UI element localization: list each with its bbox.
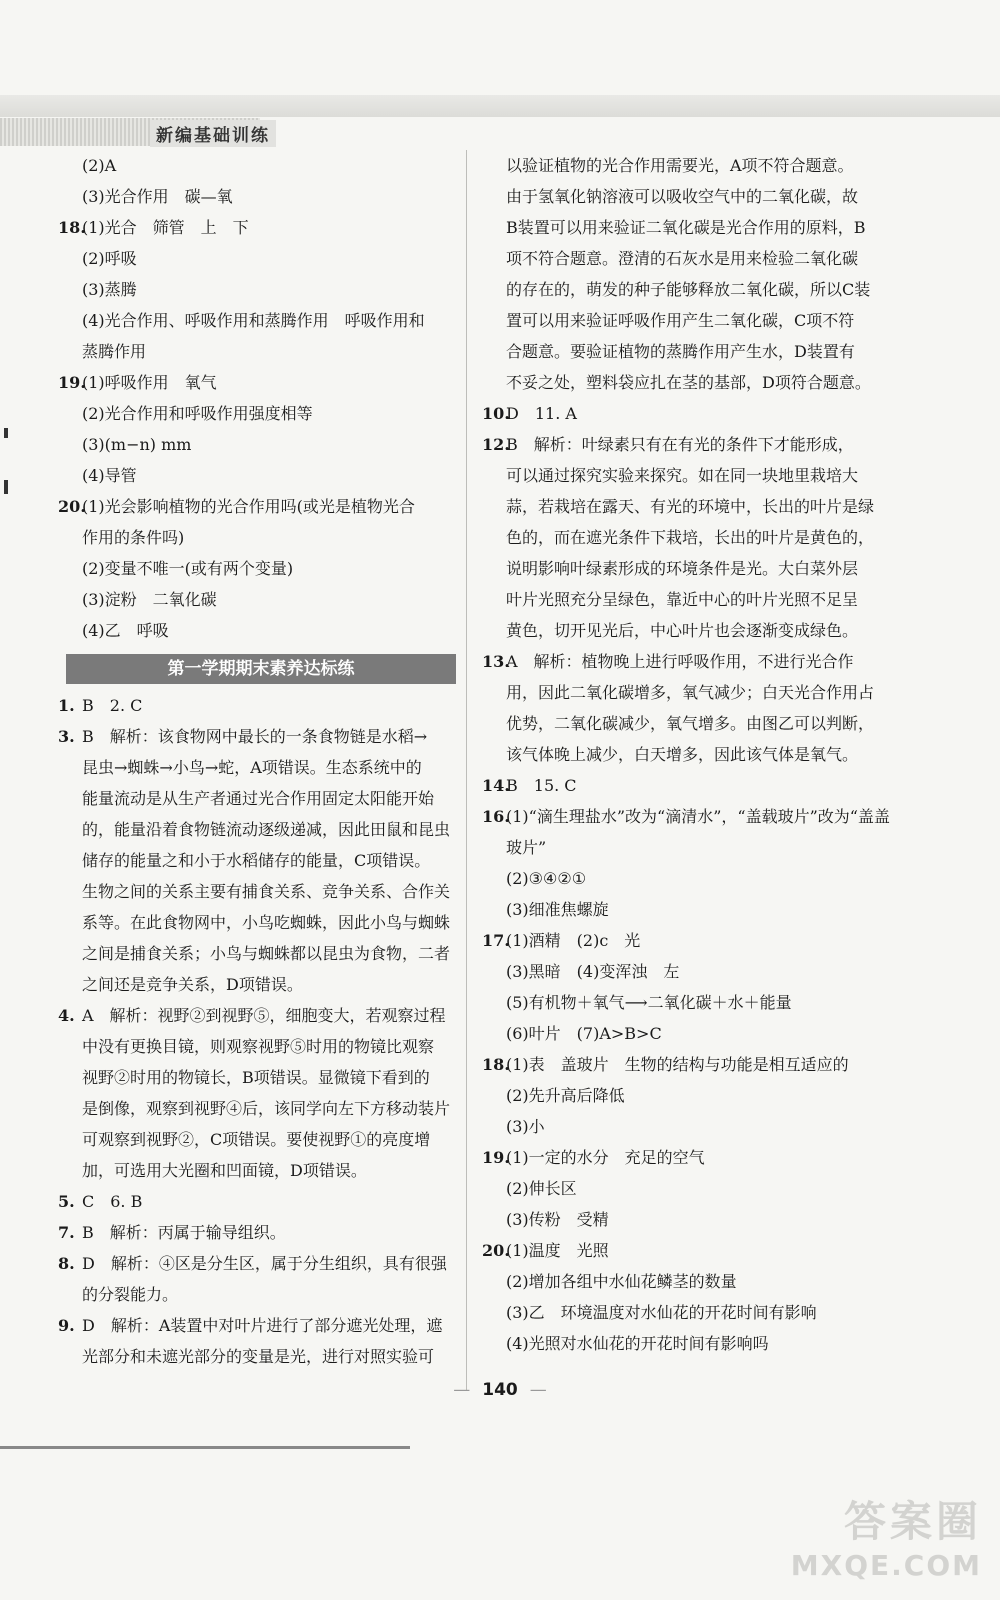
answer-item <box>482 1235 952 1359</box>
answer-line: (1)温度 光照 <box>506 1241 609 1260</box>
left-answers-part2 <box>58 690 458 1372</box>
answer-line: (3)黑暗 (4)变浑浊 左 <box>506 962 680 981</box>
answer-line: (3)细准焦螺旋 <box>506 900 609 919</box>
answer-line: (3)淀粉 二氧化碳 <box>82 590 217 609</box>
answer-line: (3)乙 环境温度对水仙花的开花时间有影响 <box>506 1303 817 1322</box>
question-number: 1. <box>58 696 75 715</box>
answer-line: 是倒像，观察到视野④后，该同学向左下方移动装片 <box>82 1099 451 1118</box>
answer-line: 置可以用来验证呼吸作用产生二氧化碳，C项不符 <box>506 311 855 330</box>
answer-line: (1)光会影响植物的光合作用吗(或光是植物光合 <box>82 497 415 516</box>
answer-line: (2)③④②① <box>506 869 587 888</box>
question-number: 4. <box>58 1006 75 1025</box>
answer-line: (2)光合作用和呼吸作用强度相等 <box>82 404 313 423</box>
question-number: 19. <box>482 1148 510 1167</box>
top-band <box>0 95 1000 117</box>
answer-line: (2)A <box>82 156 117 175</box>
answer-line: 项不符合题意。澄清的石灰水是用来检验二氧化碳 <box>506 249 859 268</box>
answer-line: C 6. B <box>82 1192 143 1211</box>
answer-line: 蒜，若栽培在露天、有光的环境中，长出的叶片是绿 <box>506 497 875 516</box>
answer-item <box>58 212 458 367</box>
question-number: 5. <box>58 1192 75 1211</box>
answer-line: (3)蒸腾 <box>82 280 137 299</box>
right-column <box>482 150 952 1359</box>
watermark-en: MXQE.COM <box>790 1549 982 1582</box>
answer-line: (3)传粉 受精 <box>506 1210 609 1229</box>
answer-line: B 解析：叶绿素只有在有光的条件下才能形成， <box>506 435 854 454</box>
answer-line: 昆虫→蜘蛛→小鸟→蛇，A项错误。生态系统中的 <box>82 758 422 777</box>
answer-line: 系等。在此食物网中，小鸟吃蜘蛛，因此小鸟与蜘蛛 <box>82 913 451 932</box>
answer-line: 中没有更换目镜，则观察视野⑤时用的物镜比观察 <box>82 1037 435 1056</box>
answer-line: 能量流动是从生产者通过光合作用固定太阳能开始 <box>82 789 435 808</box>
answer-line: 蒸腾作用 <box>82 342 147 361</box>
answer-line: 光部分和未遮光部分的变量是光，进行对照实验可 <box>82 1347 435 1366</box>
answer-line: (6)叶片 (7)A>B>C <box>506 1024 662 1043</box>
answer-line: 的存在的，萌发的种子能够释放二氧化碳，所以C装 <box>506 280 871 299</box>
answer-item <box>482 398 952 429</box>
answer-item <box>58 1217 458 1248</box>
answer-item <box>58 491 458 646</box>
margin-mark <box>4 428 8 438</box>
left-answers-part1 <box>58 212 458 646</box>
answer-item <box>58 1248 458 1310</box>
answer-line: (2)呼吸 <box>82 249 137 268</box>
answer-line: 该气体晚上减少，白天增多，因此该气体是氧气。 <box>506 745 859 764</box>
answer-item <box>482 801 952 925</box>
answer-line: 储存的能量之和小于水稻储存的能量，C项错误。 <box>82 851 431 870</box>
answer-item <box>482 770 952 801</box>
answer-line: 不妥之处，塑料袋应扎在茎的基部，D项符合题意。 <box>506 373 871 392</box>
answer-line: 优势，二氧化碳减少，氧气增多。由图乙可以判断， <box>506 714 875 733</box>
column-divider <box>466 150 467 1390</box>
question-number: 3. <box>58 727 75 746</box>
answer-line: (3)光合作用 碳—氧 <box>82 187 233 206</box>
answer-line: B装置可以用来验证二氧化碳是光合作用的原料，B <box>506 218 866 237</box>
answer-line: 玻片” <box>506 838 547 857</box>
answer-line: (1)一定的水分 充足的空气 <box>506 1148 705 1167</box>
answer-item <box>58 1000 458 1186</box>
watermark-cn: 答案圈 <box>843 1497 982 1546</box>
question-number: 20. <box>58 497 86 516</box>
answer-line: (3)(m−n) mm <box>82 435 192 454</box>
answer-line: 以验证植物的光合作用需要光，A项不符合题意。 <box>506 156 854 175</box>
answer-line: 色的，而在遮光条件下栽培，长出的叶片是黄色的， <box>506 528 875 547</box>
answer-line: 可以通过探究实验来探究。如在同一块地里栽培大 <box>506 466 859 485</box>
answer-item <box>482 429 952 646</box>
answer-line: (2)伸长区 <box>506 1179 577 1198</box>
watermark <box>791 1489 982 1582</box>
answer-line: 合题意。要验证植物的蒸腾作用产生水，D装置有 <box>506 342 855 361</box>
question-number: 18. <box>482 1055 510 1074</box>
answer-line: 用，因此二氧化碳增多，氧气减少；白天光合作用占 <box>506 683 875 702</box>
answer-line: D 11. A <box>506 404 577 423</box>
answer-line: 可观察到视野②，C项错误。要使视野①的亮度增 <box>82 1130 431 1149</box>
answer-item <box>482 1142 952 1235</box>
answer-line: 叶片光照充分呈绿色，靠近中心的叶片光照不足呈 <box>506 590 859 609</box>
answer-line: 由于氢氧化钠溶液可以吸收空气中的二氧化碳，故 <box>506 187 859 206</box>
question-number: 8. <box>58 1254 75 1273</box>
answer-line: (4)乙 呼吸 <box>82 621 169 640</box>
answer-line: (2)变量不唯一(或有两个变量) <box>82 559 294 578</box>
answer-line: (2)先升高后降低 <box>506 1086 625 1105</box>
answer-line: (4)光照对水仙花的开花时间有影响吗 <box>506 1334 769 1353</box>
answer-line: (1)表 盖玻片 生物的结构与功能是相互适应的 <box>506 1055 849 1074</box>
answer-item <box>58 1310 458 1372</box>
question-number: 14. <box>482 776 510 795</box>
answer-item <box>482 925 952 1049</box>
answer-line: 之间是捕食关系；小鸟与蜘蛛都以昆虫为食物，二者 <box>82 944 451 963</box>
answer-line: (1)“滴生理盐水”改为“滴清水”，“盖载玻片”改为“盖盖 <box>506 807 890 826</box>
series-title: 新编基础训练 <box>150 120 276 147</box>
answer-line: (2)增加各组中水仙花鳞茎的数量 <box>506 1272 737 1291</box>
answer-item <box>58 690 458 721</box>
answer-line: (4)导管 <box>82 466 137 485</box>
answer-line: 作用的条件吗) <box>82 528 185 547</box>
answer-line: 视野②时用的物镜长，B项错误。显微镜下看到的 <box>82 1068 430 1087</box>
question-number: 13. <box>482 652 510 671</box>
right-answers <box>482 398 952 1359</box>
answer-item <box>58 367 458 491</box>
question-number: 10. <box>482 404 510 423</box>
answer-item <box>58 1186 458 1217</box>
answer-line: (1)酒精 (2)c 光 <box>506 931 641 950</box>
answer-line: 黄色，切开见光后，中心叶片也会逐渐变成绿色。 <box>506 621 859 640</box>
answer-line: D 解析：④区是分生区，属于分生组织，具有很强 <box>82 1254 447 1273</box>
margin-mark <box>4 480 8 494</box>
bottom-rule <box>0 1446 410 1449</box>
answer-line: (5)有机物＋氧气⟶二氧化碳＋水＋能量 <box>506 993 792 1012</box>
question-number: 20. <box>482 1241 510 1260</box>
question-number: 17. <box>482 931 510 950</box>
question-number: 16. <box>482 807 510 826</box>
answer-item <box>482 1049 952 1142</box>
section-banner: 第一学期期末素养达标练 <box>66 654 456 684</box>
answer-item <box>482 646 952 770</box>
question-number: 18. <box>58 218 86 237</box>
left-column <box>58 150 458 1372</box>
answer-line: 加，可选用大光圈和凹面镜，D项错误。 <box>82 1161 367 1180</box>
answer-line: (4)光合作用、呼吸作用和蒸腾作用 呼吸作用和 <box>82 311 425 330</box>
answer-line: (1)光合 筛管 上 下 <box>82 218 249 237</box>
answer-line: 的分裂能力。 <box>82 1285 179 1304</box>
answer-line: B 解析：该食物网中最长的一条食物链是水稻→ <box>82 727 428 746</box>
answer-line: (3)小 <box>506 1117 545 1136</box>
answer-line: A 解析：植物晚上进行呼吸作用，不进行光合作 <box>506 652 854 671</box>
question-number: 9. <box>58 1316 75 1335</box>
answer-line: A 解析：视野②到视野⑤，细胞变大，若观察过程 <box>82 1006 446 1025</box>
answer-line: D 解析：A装置中对叶片进行了部分遮光处理，遮 <box>82 1316 443 1335</box>
answer-item <box>58 721 458 1000</box>
left-continuation <box>58 150 458 212</box>
answer-line: 之间还是竞争关系，D项错误。 <box>82 975 303 994</box>
answer-line: 生物之间的关系主要有捕食关系、竞争关系、合作关 <box>82 882 451 901</box>
page-number: — 140 — <box>0 1380 1000 1400</box>
question-number: 7. <box>58 1223 75 1242</box>
answer-line: B 解析：丙属于输导组织。 <box>82 1223 286 1242</box>
question-number: 12. <box>482 435 510 454</box>
answer-line: (1)呼吸作用 氧气 <box>82 373 217 392</box>
question-number: 19. <box>58 373 86 392</box>
answer-line: B 15. C <box>506 776 577 795</box>
answer-line: 说明影响叶绿素形成的环境条件是光。大白菜外层 <box>506 559 859 578</box>
right-continuation <box>482 150 952 398</box>
answer-line: 的，能量沿着食物链流动逐级递减，因此田鼠和昆虫 <box>82 820 451 839</box>
answer-line: B 2. C <box>82 696 143 715</box>
